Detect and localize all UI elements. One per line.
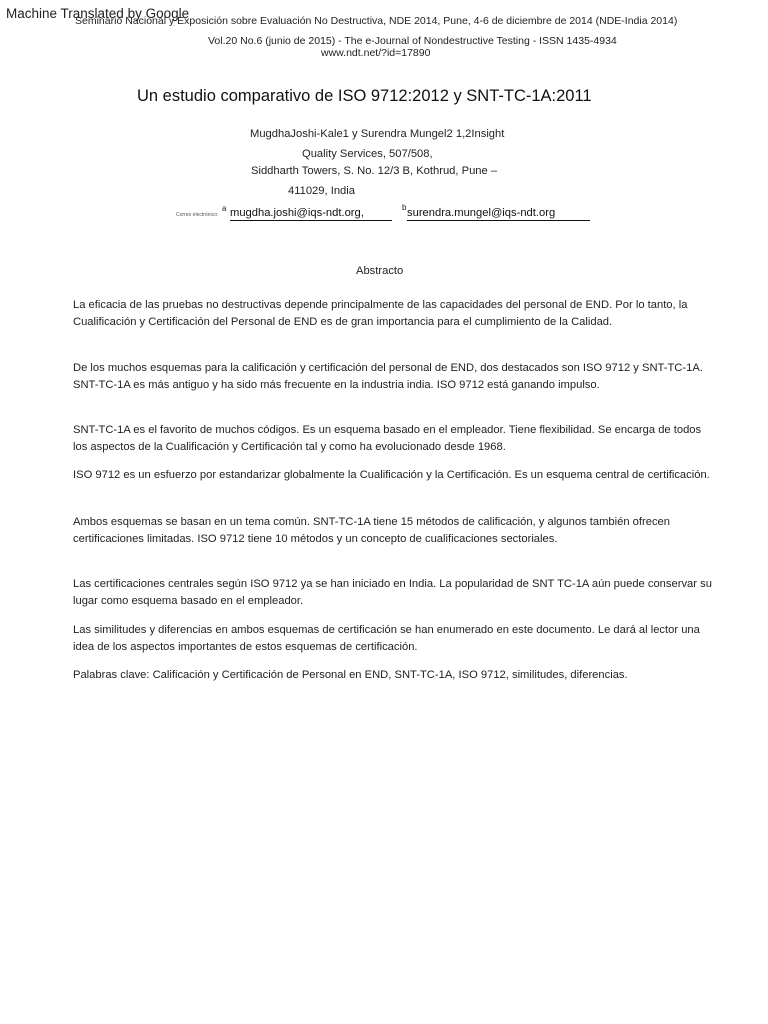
machine-translation-banner: Machine Translated by Google bbox=[6, 6, 190, 21]
keywords-paragraph: Palabras clave: Calificación y Certificación de Personal en END, SNT-TC-1A, ISO 9712, similitudes, diferencias. bbox=[73, 669, 628, 681]
email-link-a[interactable]: mugdha.joshi@iqs-ndt.org, bbox=[230, 207, 392, 221]
email-link-b[interactable]: surendra.mungel@iqs-ndt.org bbox=[407, 207, 590, 221]
abstract-paragraph: ISO 9712 es un esfuerzo por estandarizar globalmente la Cualificación y la Certificación. Es un esquema central de certificación. bbox=[73, 469, 710, 481]
email-superscript-b: b bbox=[402, 203, 407, 212]
paper-title: Un estudio comparativo de ISO 9712:2012 y SNT-TC-1A:2011 bbox=[137, 87, 592, 105]
article-url[interactable]: www.ndt.net/?id=17890 bbox=[321, 47, 431, 59]
author-line-1: MugdhaJoshi-Kale1 y Surendra Mungel2 1,2Insight bbox=[250, 128, 505, 140]
abstract-heading: Abstracto bbox=[356, 265, 404, 277]
abstract-paragraph: De los muchos esquemas para la calificación y certificación del personal de END, dos destacados son ISO 9712 y SNT-TC-1A. SNT-TC-1A es más antiguo y ha sido más frecuente en la industria india. ISO 9712 está ganando impulso. bbox=[73, 362, 703, 391]
author-line-3: Siddharth Towers, S. No. 12/3 B, Kothrud, Pune – bbox=[251, 165, 498, 177]
abstract-paragraph: Las similitudes y diferencias en ambos esquemas de certificación se han enumerado en este documento. Le dará al lector una idea de los aspectos importantes de estos esquemas de certificación. bbox=[73, 624, 700, 653]
author-line-4: 411029, India bbox=[288, 185, 355, 197]
abstract-paragraph: SNT-TC-1A es el favorito de muchos códigos. Es un esquema basado en el empleador. Tiene flexibilidad. Se encarga de todos los aspectos de la Cualificación y Certificación tal y como ha evolucionado desde 1968. bbox=[73, 424, 702, 453]
conference-header: Seminario Nacional y Exposición sobre Evaluación No Destructiva, NDE 2014, Pune, 4-6 de diciembre de 2014 (NDE-India 2014) bbox=[75, 15, 678, 27]
email-label: Correo electrónico: bbox=[176, 212, 219, 218]
journal-header: Vol.20 No.6 (junio de 2015) - The e-Journal of Nondestructive Testing - ISSN 1435-4934 bbox=[208, 35, 617, 47]
abstract-paragraph: Ambos esquemas se basan en un tema común. SNT-TC-1A tiene 15 métodos de calificación, y algunos también ofrecen certificaciones limitadas. ISO 9712 tiene 10 métodos y un concepto de cualificaciones sectoriales. bbox=[73, 516, 670, 545]
email-row bbox=[0, 203, 768, 227]
abstract-paragraph: La eficacia de las pruebas no destructivas depende principalmente de las capacidades del personal de END. Por lo tanto, la Cualificación y Certificación del Personal de END es de gran importancia para el cumplimiento de la Calidad. bbox=[73, 299, 688, 328]
author-line-2: Quality Services, 507/508, bbox=[302, 148, 433, 160]
email-superscript-a: a bbox=[222, 204, 227, 213]
abstract-paragraph: Las certificaciones centrales según ISO 9712 ya se han iniciado en India. La popularidad de SNT TC-1A aún puede conservar su lugar como esquema basado en el empleador. bbox=[73, 578, 712, 607]
